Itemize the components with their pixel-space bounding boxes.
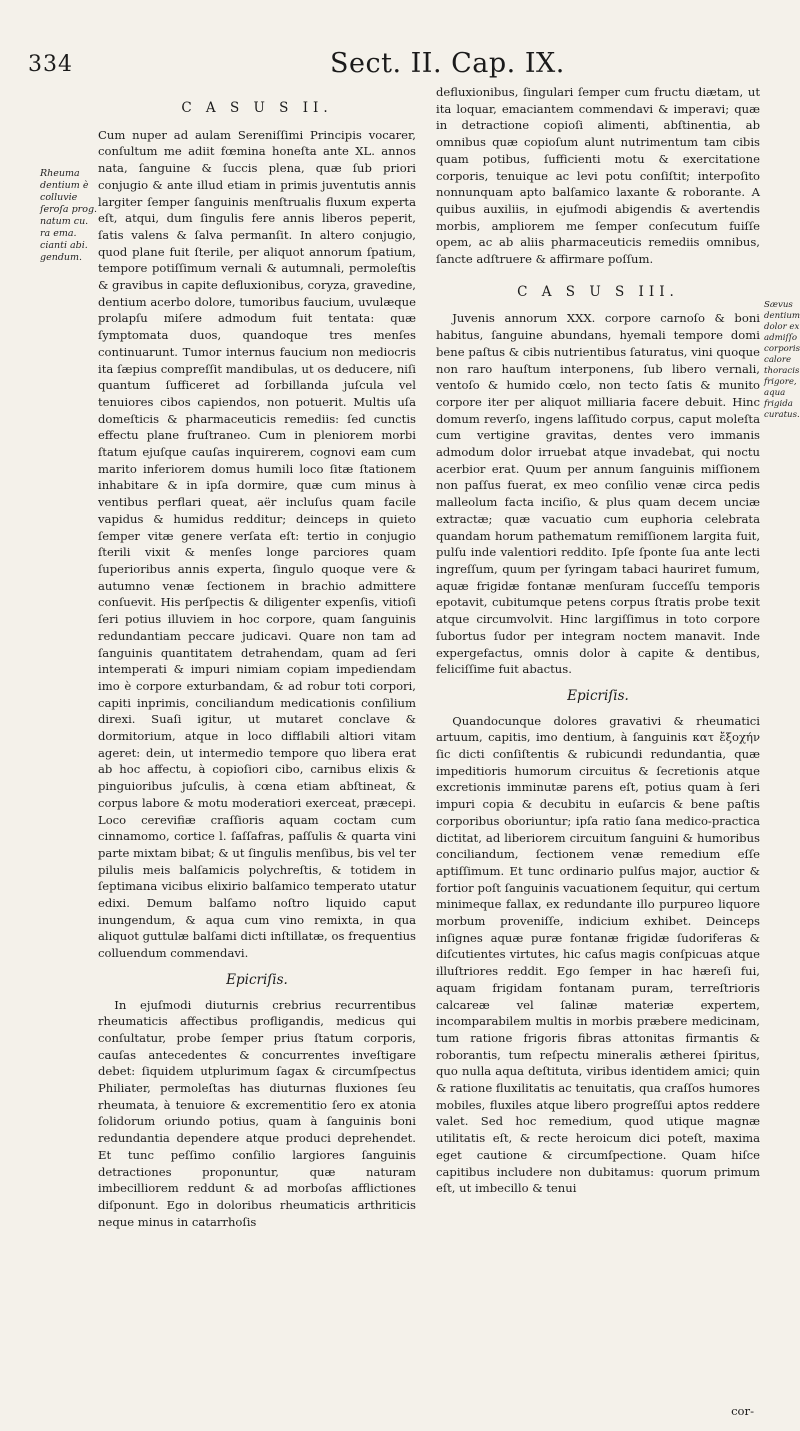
epicrisis-text-right: Quandocunque dolores gravativi & rheumatici artuum, capitis, imo dentium, à ſanguinis κατ ἔξοχήν ſic dicti conſiſtentis & rubicundi redundantia, quæ impeditioris humorum circuitus & ſecretionis atque excretionis imminutæ parens eſt, potius quam à ſeri impuri copia & decubitu in euſarcis & bene paſtis corporibus oboriuntur; ipſa ratio ſana medico-practica dictitat, ad liberiorem circuitum ſanguini & humoribus conciliandum, ſectionem venæ remedium eſſe aptiſſimum. Et tunc ordinario pulſus major, auctior & fortior poſt ſanguinis vacuationem ſequitur, qui certum minimeque fallax, ex redundante illo purpureo liquore morbum proveniſſe, indicium exhibet. Deinceps inſignes aquæ puræ fontanæ frigidæ ſudoriferas & diſcutientes virtutes, hic caſus magis conſpicuas atque illuſtriores reddit. Ego ſemper in hac hæreſi fui, aquam frigidam fontanam puram, terreſtrioris calcareæ vel ſalinæ materiæ expertem, incomparabilem multis in morbis præbere medicinam, tum ratione frigoris fibras attonitas firmantis & roborantis, tum reſpectu mineralis ætherei ſpiritus, quo nulla aqua deſtituta, viribus identidem amici; quin & ratione fluxilitatis ac tenuitatis, qua craſſos humores mobiles, fluxiles atque libero progreſſui aptos reddere valet. Sed hoc remedium, quod utique magnæ utilitatis eſt, & recte heroicum dici poteſt, maxima eget cautione & circumſpectione. Quam hiſce capitibus includere non dubitamus: quorum primum eſt, ut imbecillo & tenui: [436, 713, 760, 1196]
casus-ii-heading: C A S U S II.: [181, 100, 333, 116]
casus-ii-text: Cum nuper ad aulam Sereniſſimi Principis vocarer, conſultum me adiit fœmina honeſta ante XL. annos nata, ſanguine & ſuccis plena, quæ ſub priori conjugio & ante illud etiam in primis juventutis annis largiter ſemper ſanguinis menſtrualis fluxum experta eſt, atqui, dum ſingulis fere annis liberos peperit, ſatis valens & ſalva permanſit. In altero conjugio, quod plane fuit ſterile, per aliquot annorum ſpatium, tempore potiſſimum vernali & autumnali, permoleſtis & gravibus in capite defluxionibus, coryza, gravedine, dentium acerbo dolore, tumoribus faucium, uvulæque prolapſu miſere admodum fuit tentata: quæ ſymptomata duos, quandoque tres menſes continuarunt. Tumor internus faucium non mediocris ita ſæpius compreſſit mandibulas, ut os deducere, niſi quantum ſufficeret ad ſorbillanda juſcula vel tenuiores cibos capiendos, non potuerit. Multis uſa domeſticis & pharmaceuticis remediis: ſed cunctis effectu plane fruſtraneo. Cum in pleniorem morbi ſtatum ejuſque cauſas inquirerem, cognovi eam cum marito inferiorem domus humili loco ſitæ ſtationem inhabitare & in ipſa dormire, quæ cum minus à ventibus perflari queat, aër incluſus quam facile vapidus & humidus redditur; deinceps in quieto ſemper vitæ genere verſata eſt: tertio in conjugio ſterili vixit & menſes longe parciores quam ſuperioribus annis experta, ſingulo quoque vere & autumno venæ ſectionem in brachio admittere conſuevit. His perſpectis & diligenter expenſis, vitioſi ſeri potius illuviem in hoc corpore, quam ſanguinis redundantiam peccare judicavi. Quare non tam ad ſanguinis quantitatem detrahendam, quam ad ſeri intemperati & impuri nimiam copiam impediendam imo è corpore exturbandam, & ad robur toti corpori, capiti inprimis, conciliandum medicationis conſilium direxi. Suaſi igitur, ut mutaret conclave & dormitorium, atque in loco difflabili altiori vitam ageret: dein, ut intermedio tempore quo libera erat ab hoc affectu, à copioſiori cibo, carnibus elixis & pinguioribus juſculis, à cœna etiam abſtineat, & corpus labore & motu moderatiori exerceat, præcepi. Loco cerevifiæ craſſioris aquam coctam cum cinnamomo, cortice l. ſaſſafras, paſſulis & quarta vini parte mixtam bibat; & ut ſingulis menſibus, bis vel ter pilulis meis balſamicis polychreſtis, & totidem in ſeptimana vicibus elixirio balſamico temperato utatur edixi. Demum balſamo noſtro liquido caput inungendum, & aqua cum vino remixta, in qua aliquot guttulæ balſami dicti inſtillatæ, os frequentius colluendum commendavi.: [98, 127, 416, 961]
epicrisis-text-left: In ejuſmodi diuturnis crebrius recurrentibus rheumaticis affectibus profligandis, medicus qui conſultatur, probe ſemper prius ſtatum corporis, cauſas antecedentes & concurrentes inveſtigare debet: ſiquidem utplurimum ſagax & circumſpectus Philiater, permoleſtas has diuturnas fluxiones ſeu rheumata, à tenuiore & excrementitio ſero ex atonia ſolidorum oriundo potius, quam à ſanguinis boni redundantia dependere atque produci deprehendet. Et tunc peſſimo conſilio largiores ſanguinis detractiones proponuntur, quæ naturam imbecilliorem reddunt & ad morboſas afflictiones diſponunt. Ego in doloribus rheumaticis arthriticis neque minus in catarrhoſis: [98, 997, 416, 1229]
running-title: Sect. II. Cap. IX.: [330, 48, 565, 79]
catchword: cor-: [731, 1404, 754, 1418]
casus-iii-text: Juvenis annorum XXX. corpore carnoſo & boni habitus, ſanguine abundans, hyemali tempore domi bene paſtus & cibis nutrientibus ſaturatus, vini quoque non raro hauſtum interponens, ſub libero vernali, ventoſo & humido cœlo, non tecto ſatis & munito corpore iter per aliquot milliaria facere debuit. Hinc domum reverſo, ingens laſſitudo corpus, caput moleſta cum vertigine gravitas, dentes vero immanis admodum dolor irruebat atque invadebat, qui noctu acerbior erat. Quum per annum ſanguinis miſſionem non paſſus fuerat, ex meo conſilio venæ circa pedis malleolum facta inciſio, & plus quam decem unciæ extractæ; quæ vacuatio cum euphoria celebrata quandam horum pathematum remiſſionem largita fuit, pulſu inde valentiori reddito. Ipſe ſponte ſua ante lecti ingreſſum, quum per ſyringam tabaci hauriret fumum, aquæ frigidæ fontanæ menſuram ſucceſſu temporis epotavit, cubitumque petens corpus ſtratis probe texit atque circumvolvit. Hinc largiſſimus in toto corpore ſubortus ſudor per integram noctem manavit. Inde expergefactus, omnis dolor à capite & dentibus, feliciſſime fuit abactus.: [436, 311, 760, 677]
left-column: [98, 84, 416, 1230]
page-number: 334: [28, 52, 73, 77]
left-margin-note: Rheuma dentium è colluvie ſeroſa prog. natum cu. ra ema. cianti abi. gendum.: [40, 168, 98, 263]
casus-iii-heading: C A S U S III.: [517, 283, 679, 300]
epicrisis-heading-right: Epicriſis.: [567, 687, 629, 704]
epicrisis-heading-left: Epicriſis.: [226, 971, 288, 988]
continuation-text: defluxionibus, ſingulari ſemper cum fructu diætam, ut ita loquar, emaciantem commendavi & imperavi; quæ in detractione copioſi alimenti, abſtinentia, ab omnibus quæ copioſum alunt nutrimentum tam cibis quam potibus, ſufficienti motu & exercitatione corporis, tenuique ac levi potu conſiſtit; interpoſito nonnunquam apto balſamico laxante & roborante. A quibus auxiliis, in ejuſmodi abigendis & avertendis morbis, ampliorem me ſemper conſecutum fuiſſe opem, ac ab aliis pharmaceuticis remediis omnibus, ſancte adſtruere & affirmare poſſum.: [436, 85, 760, 267]
page-header: [20, 48, 790, 88]
right-column: [436, 84, 760, 1197]
right-margin-note: Sævus dentium dolor ex admiſſo corporis calore thoracis frigore, aqua frigida curatus.: [764, 300, 800, 420]
